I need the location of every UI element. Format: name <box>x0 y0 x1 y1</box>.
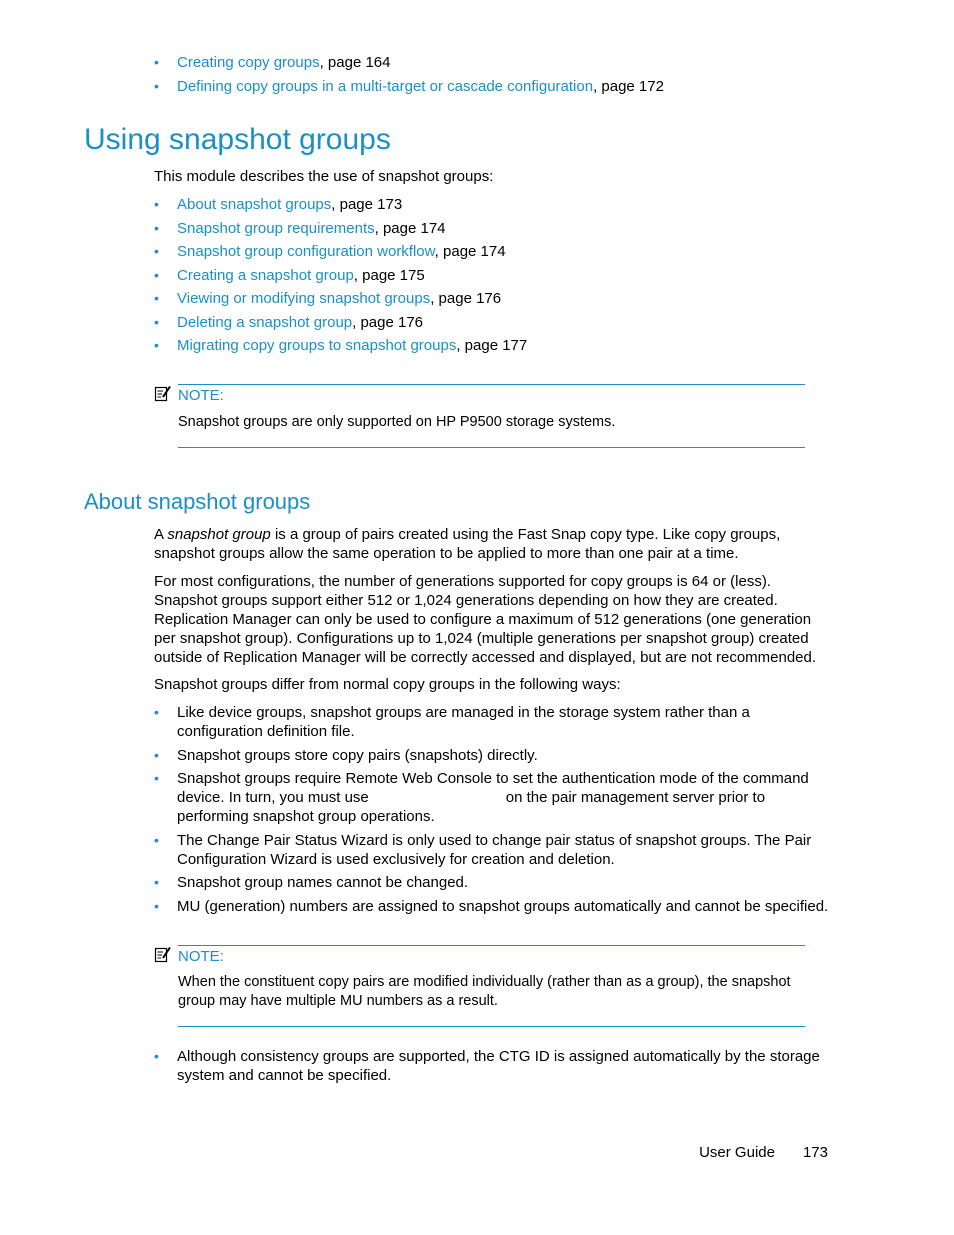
bullet-icon: • <box>154 746 159 763</box>
bullet-icon: • <box>154 196 159 212</box>
bullet-icon: • <box>154 874 159 890</box>
note-text: When the constituent copy pairs are modified individually (rather than as a group), the snapshot group may have multiple MU numbers as a result. <box>178 974 791 1009</box>
list-item: • Viewing or modifying snapshot groups, page 176 <box>154 290 502 307</box>
list-item: • Although consistency groups are supported, the CTG ID is assigned automatically by the storage system and cannot be specified. <box>154 1048 820 1084</box>
toc-link[interactable]: Migrating copy groups to snapshot groups <box>177 337 457 354</box>
toc-link[interactable]: Creating a snapshot group <box>177 266 354 284</box>
note-label: NOTE: <box>178 387 224 404</box>
final-list <box>154 1047 830 1085</box>
toc-link[interactable]: Viewing or modifying snapshot groups <box>177 290 431 307</box>
bullet-icon: • <box>154 337 159 353</box>
link-creating-copy-groups[interactable]: Creating copy groups <box>177 54 320 71</box>
list-item: • Like device groups, snapshot groups are managed in the storage system rather than a configuration definition file. <box>154 704 750 740</box>
list-item: • Snapshot groups require Remote Web Console to set the authentication mode of the command device. In turn, you must use on the pair management server prior to performing snapshot group operations. <box>154 770 809 825</box>
note-pencil-icon <box>154 946 172 964</box>
note-rule-top <box>178 384 805 385</box>
related-links-list <box>154 53 664 101</box>
list-item: • Snapshot group requirements, page 174 <box>154 219 446 237</box>
module-toc-list <box>154 195 527 360</box>
page-number: 173 <box>802 1144 828 1161</box>
list-item: • Defining copy groups in a multi-target or cascade configuration, page 172 <box>154 78 664 95</box>
bullet-icon: • <box>154 313 159 330</box>
footer-guide-label: User Guide <box>699 1144 775 1161</box>
toc-link[interactable]: Snapshot group requirements <box>177 219 375 237</box>
paragraph: Snapshot groups differ from normal copy groups in the following ways: <box>154 676 621 693</box>
bullet-icon: • <box>154 1048 159 1064</box>
note-box <box>154 945 805 1027</box>
list-item: • Creating copy groups, page 164 <box>154 54 391 71</box>
bullet-icon: • <box>154 266 159 283</box>
note-label: NOTE: <box>178 948 224 965</box>
list-item: • Snapshot groups store copy pairs (snapshots) directly. <box>154 746 538 764</box>
list-item: • MU (generation) numbers are assigned to snapshot groups automatically and cannot be specified. <box>154 897 829 915</box>
bullet-icon: • <box>154 290 159 306</box>
page-title: Using snapshot groups <box>84 123 391 156</box>
list-item: • Snapshot group names cannot be changed. <box>154 874 469 891</box>
bullet-icon: • <box>154 770 159 786</box>
emphasis-term: snapshot group <box>167 526 271 543</box>
link-defining-copy-groups[interactable]: Defining copy groups in a multi-target or cascade configuration <box>177 78 594 95</box>
list-item: • Snapshot group configuration workflow, page 174 <box>154 243 506 260</box>
toc-link[interactable]: About snapshot groups <box>177 196 332 213</box>
list-item: • Deleting a snapshot group, page 176 <box>154 313 424 331</box>
bullet-icon: • <box>154 219 159 236</box>
bullet-icon: • <box>154 897 159 914</box>
note-box <box>154 384 805 448</box>
bullet-icon: • <box>154 243 159 259</box>
bullet-icon: • <box>154 54 159 70</box>
note-text: Snapshot groups are only supported on HP P9500 storage systems. <box>178 414 616 430</box>
note-rule-bottom <box>178 1026 805 1027</box>
bullet-icon: • <box>154 831 159 848</box>
intro-text: This module describes the use of snapshot groups: <box>154 168 494 185</box>
paragraph: For most configurations, the number of generations supported for copy groups is 64 or (less). Snapshot groups support either 512 or 1,024 generations depending on how they are created. Replication Manager can only be used to configure a maximum of 512 generations (one generation per snapshot group). Configurations up to 1,024 (multiple generations per snapshot group) created outside of Replication Manager will be correctly accessed and displayed, but are not recommended. <box>154 573 817 666</box>
toc-link[interactable]: Snapshot group configuration workflow <box>177 243 435 260</box>
list-item: • Migrating copy groups to snapshot groups, page 177 <box>154 337 528 354</box>
list-item: • Creating a snapshot group, page 175 <box>154 266 425 284</box>
note-pencil-icon <box>154 385 172 403</box>
note-rule-bottom <box>178 447 805 448</box>
note-rule-top <box>178 945 805 946</box>
bullet-icon: • <box>154 704 159 720</box>
list-item: • About snapshot groups, page 173 <box>154 196 403 213</box>
list-item: • The Change Pair Status Wizard is only used to change pair status of snapshot groups. The Pair Configuration Wizard is used exclusively for creation and deletion. <box>154 831 812 868</box>
bullet-icon: • <box>154 78 159 94</box>
page-footer <box>699 1143 828 1162</box>
differences-list <box>154 703 830 920</box>
paragraph: A snapshot group is a group of pairs created using the Fast Snap copy type. Like copy groups, snapshot groups allow the same operation to be applied to more than one pair at a time. <box>154 526 781 562</box>
section-heading: About snapshot groups <box>84 489 311 514</box>
toc-link[interactable]: Deleting a snapshot group <box>177 313 353 331</box>
